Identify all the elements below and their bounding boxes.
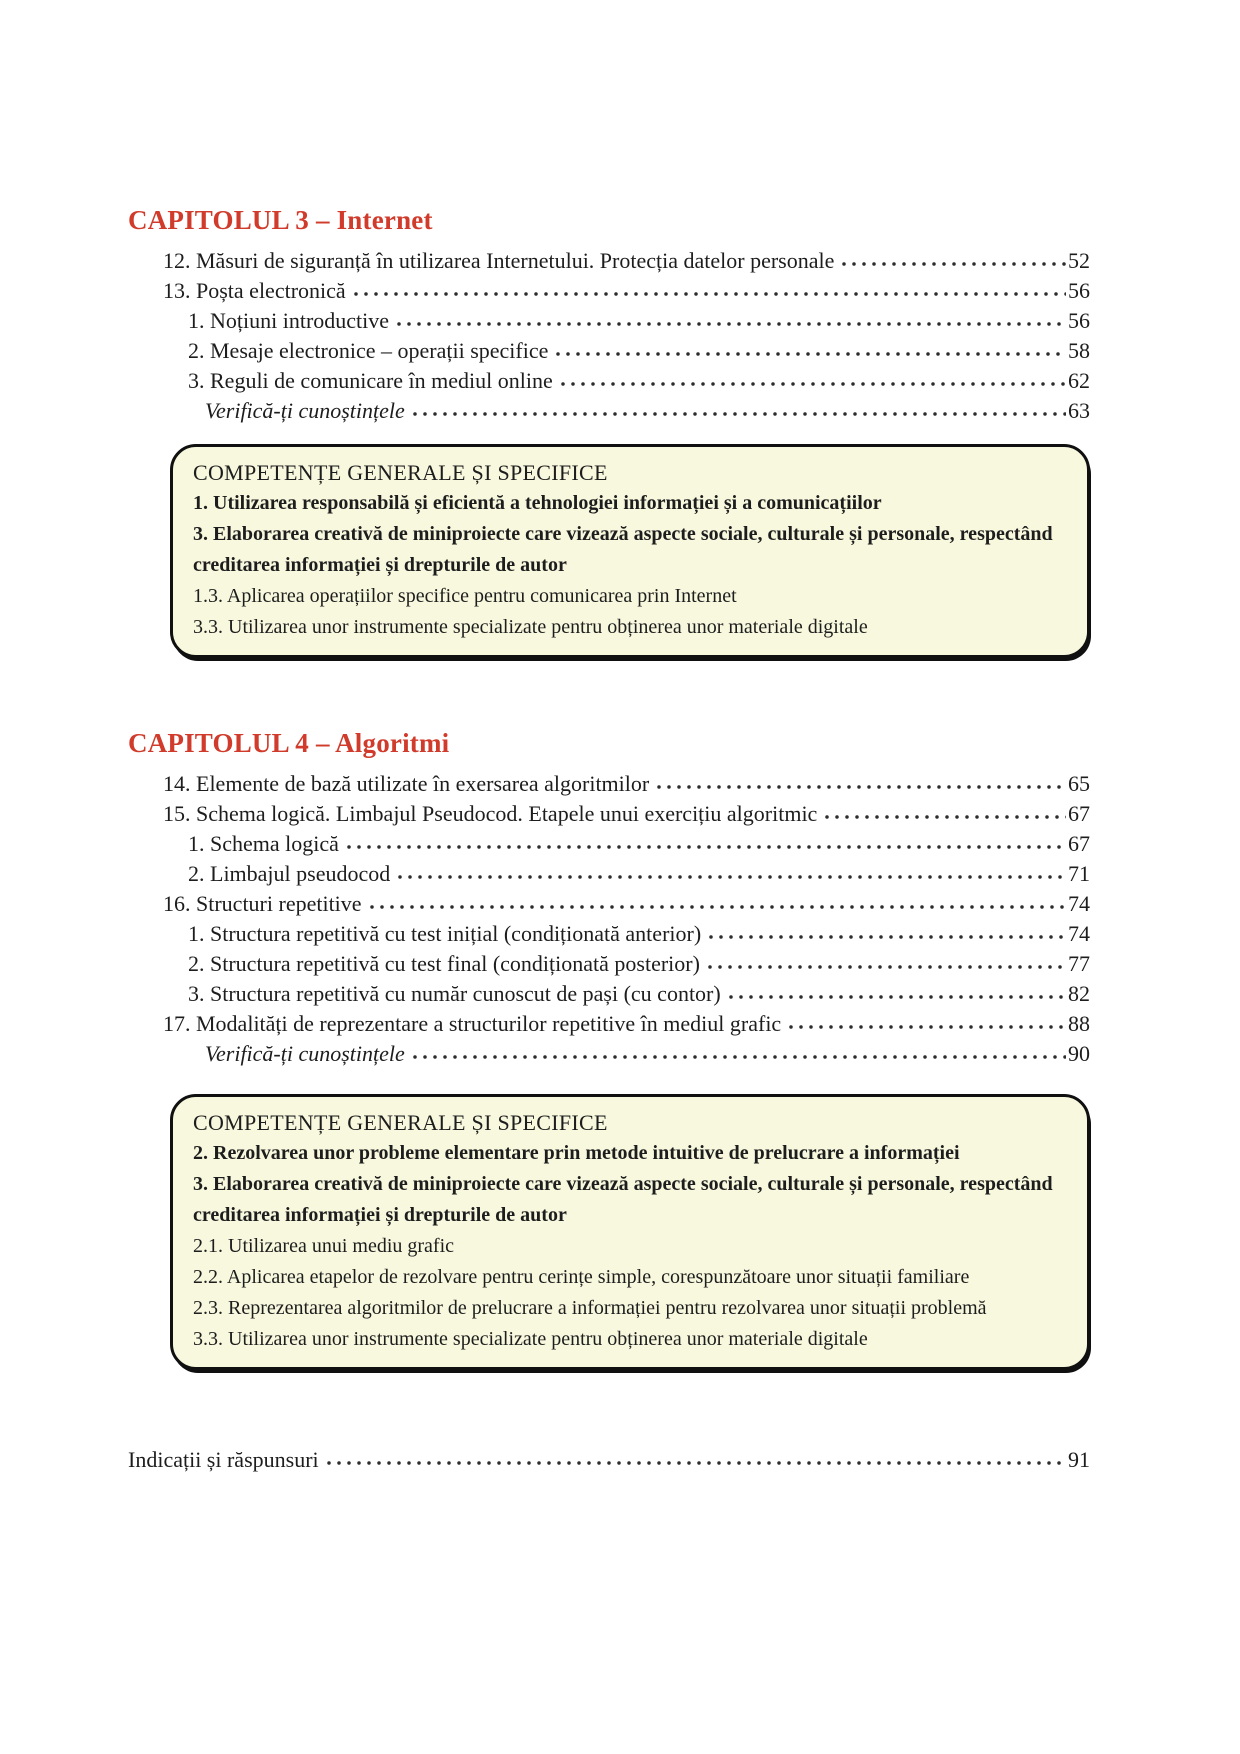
- competences-specific-list: [193, 1231, 1065, 1355]
- specific-competence-item: 2.3. Reprezentarea algoritmilor de prelucrare a informației pentru rezolvarea unor situații problemă: [193, 1297, 987, 1319]
- toc-page-number: 62: [1068, 368, 1090, 393]
- chapter3-heading: CAPITOLUL 3 – Internet: [128, 205, 433, 235]
- toc-entry: [188, 919, 1090, 949]
- toc-page-number: 63: [1068, 398, 1090, 423]
- toc-entry-label: 1. Schema logică: [188, 831, 339, 856]
- toc-leader-dots: [556, 338, 1066, 358]
- toc-page-number: 88: [1068, 1011, 1090, 1036]
- toc-entry: [163, 889, 1090, 919]
- specific-competence-item: 2.2. Aplicarea etapelor de rezolvare pentru cerințe simple, corespunzătoare unor situații familiare: [193, 1266, 970, 1288]
- toc-leader-dots: [657, 771, 1066, 791]
- toc-entry-label: 2. Structura repetitivă cu test final (condiționată posterior): [188, 951, 700, 976]
- toc-leader-dots: [327, 1447, 1066, 1467]
- toc-leader-dots: [825, 801, 1066, 821]
- toc-leader-dots: [789, 1011, 1066, 1031]
- general-competence-item: 2. Rezolvarea unor probleme elementare prin metode intuitive de prelucrare a informației: [193, 1142, 960, 1164]
- toc-entry-label: Verifică-ți cunoștințele: [205, 1041, 405, 1066]
- toc-entry-label: Verifică-ți cunoștințele: [205, 398, 405, 423]
- toc-entry-label: 3. Structura repetitivă cu număr cunoscut de pași (cu contor): [188, 981, 721, 1006]
- specific-competence-item: 3.3. Utilizarea unor instrumente specializate pentru obținerea unor materiale digitale: [193, 1328, 868, 1350]
- toc-leader-dots: [561, 368, 1066, 388]
- toc-entry: [128, 1445, 1090, 1475]
- toc-entry: [163, 769, 1090, 799]
- toc-entry: [188, 336, 1090, 366]
- toc-leader-dots: [413, 398, 1066, 418]
- toc-page-number: 56: [1068, 278, 1090, 303]
- chapter4-toc-list: [128, 769, 1090, 1069]
- toc-leader-dots: [398, 861, 1066, 881]
- toc-leader-dots: [347, 831, 1066, 851]
- toc-entry: [188, 829, 1090, 859]
- toc-page-number: 91: [1068, 1447, 1090, 1472]
- toc-entry-label: Indicații și răspunsuri: [128, 1447, 319, 1472]
- toc-entry: [163, 246, 1090, 276]
- toc-entry: [188, 949, 1090, 979]
- toc-entry-label: 3. Reguli de comunicare în mediul online: [188, 368, 553, 393]
- toc-page-number: 74: [1068, 891, 1090, 916]
- toc-entry: [163, 1009, 1090, 1039]
- toc-leader-dots: [842, 248, 1066, 268]
- toc-entry-label: 1. Noțiuni introductive: [188, 308, 390, 333]
- general-competence-item: 3. Elaborarea creativă de miniproiecte care vizează aspecte sociale, culturale și personale, respectând creditarea informației și drepturile de autor: [193, 1173, 1053, 1226]
- general-competence-item: 3. Elaborarea creativă de miniproiecte care vizează aspecte sociale, culturale și personale, respectând creditarea informației și drepturile de autor: [193, 523, 1053, 576]
- toc-leader-dots: [708, 951, 1066, 971]
- toc-entry-label: 2. Mesaje electronice – operații specifice: [188, 338, 549, 363]
- toc-page-number: 90: [1068, 1041, 1090, 1066]
- toc-page-number: 65: [1068, 771, 1090, 796]
- competences-general-list: [193, 1138, 1065, 1231]
- toc-entry-label: 14. Elemente de bază utilizate în exersarea algoritmilor: [163, 771, 650, 796]
- competences-specific-list: [193, 581, 1065, 643]
- competences-box-title: COMPETENȚE GENERALE ȘI SPECIFICE: [193, 1110, 608, 1135]
- general-competence-item: 1. Utilizarea responsabilă și eficientă a tehnologiei informației și a comunicațiilor: [193, 492, 882, 514]
- toc-leader-dots: [709, 921, 1066, 941]
- toc-page-number: 67: [1068, 801, 1090, 826]
- toc-page-number: 58: [1068, 338, 1090, 363]
- toc-entry-label: 12. Măsuri de siguranță în utilizarea Internetului. Protecția datelor personale: [163, 248, 835, 273]
- toc-entry-label: 13. Poșta electronică: [163, 278, 346, 303]
- toc-entry: [188, 979, 1090, 1009]
- toc-page-number: 82: [1068, 981, 1090, 1006]
- toc-entry-label: 17. Modalități de reprezentare a structurilor repetitive în mediul grafic: [163, 1011, 782, 1036]
- toc-leader-dots: [413, 1041, 1066, 1061]
- toc-page-number: 67: [1068, 831, 1090, 856]
- specific-competence-item: 2.1. Utilizarea unui mediu grafic: [193, 1235, 455, 1257]
- toc-leader-dots: [370, 891, 1066, 911]
- chapter3-toc-list: [128, 246, 1090, 426]
- toc-entry: [163, 276, 1090, 306]
- toc-entry: [188, 859, 1090, 889]
- toc-entry-label: 16. Structuri repetitive: [163, 891, 362, 916]
- toc-entry: [205, 396, 1090, 426]
- specific-competence-item: 3.3. Utilizarea unor instrumente specializate pentru obținerea unor materiale digitale: [193, 616, 868, 638]
- toc-entry-label: 15. Schema logică. Limbajul Pseudocod. Etapele unui exercițiu algoritmic: [163, 801, 818, 826]
- toc-page-number: 74: [1068, 921, 1090, 946]
- toc-page-number: 71: [1068, 861, 1090, 886]
- chapter3-competences-box: [170, 444, 1090, 658]
- competences-box-title: COMPETENȚE GENERALE ȘI SPECIFICE: [193, 460, 608, 485]
- chapter4-competences-box: [170, 1094, 1090, 1370]
- toc-page-number: 77: [1068, 951, 1090, 976]
- answers-section: [128, 1445, 1090, 1475]
- toc-entry: [188, 366, 1090, 396]
- competences-general-list: [193, 488, 1065, 581]
- toc-entry: [163, 799, 1090, 829]
- toc-entry-label: 1. Structura repetitivă cu test inițial (condiționată anterior): [188, 921, 702, 946]
- toc-page-number: 52: [1068, 248, 1090, 273]
- toc-entry: [205, 1039, 1090, 1069]
- toc-page-number: 56: [1068, 308, 1090, 333]
- toc-leader-dots: [354, 278, 1066, 298]
- toc-leader-dots: [729, 981, 1066, 1001]
- chapter4-heading: CAPITOLUL 4 – Algoritmi: [128, 728, 450, 758]
- specific-competence-item: 1.3. Aplicarea operațiilor specifice pentru comunicarea prin Internet: [193, 585, 737, 607]
- toc-entry-label: 2. Limbajul pseudocod: [188, 861, 391, 886]
- toc-entry: [188, 306, 1090, 336]
- toc-leader-dots: [397, 308, 1066, 328]
